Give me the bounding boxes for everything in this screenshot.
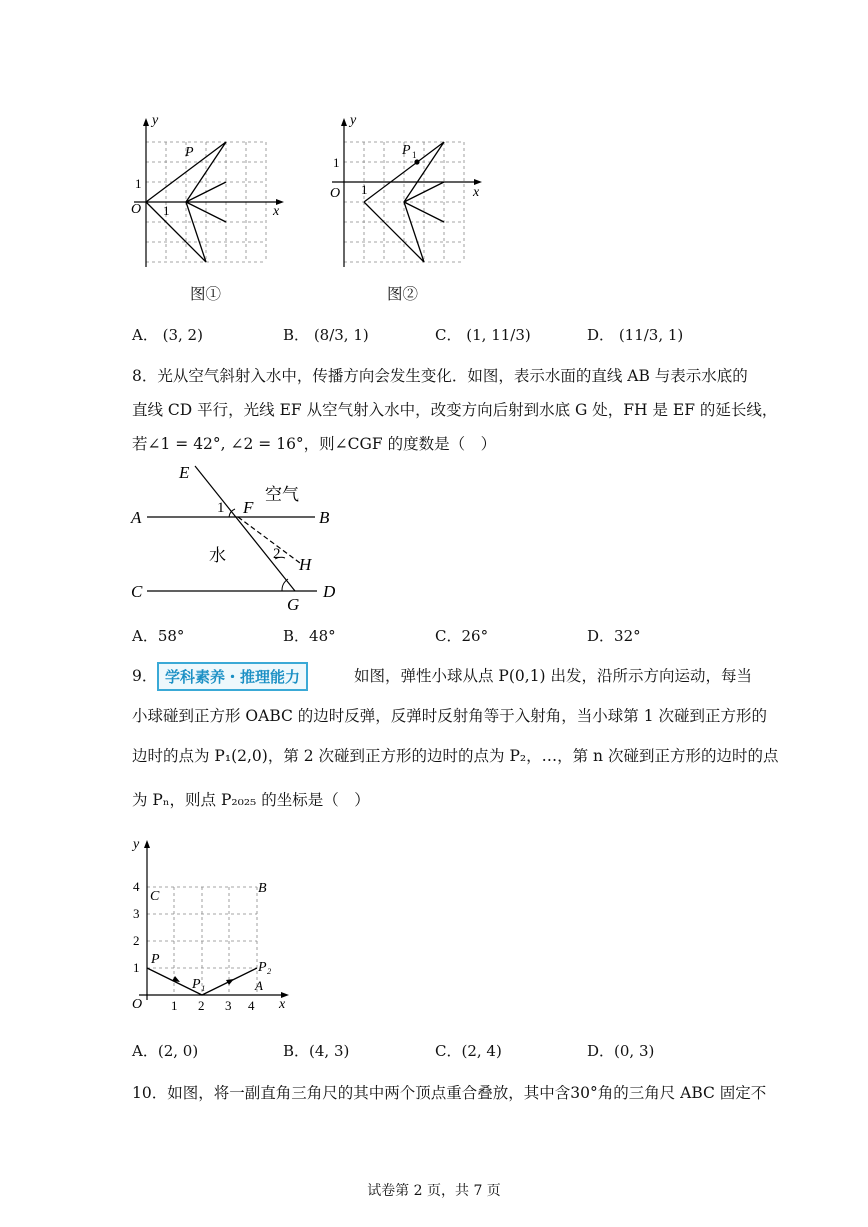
fig2-tick-x: 1 [361,182,368,197]
figure-1 [130,112,290,272]
q9-point-a: A [255,978,263,993]
q9-xtick-4: 4 [248,998,255,1013]
q9-xtick-1: 1 [171,998,178,1013]
q9-option-a-text: (2, 0) [157,1042,199,1060]
q9-option-a[interactable]: A．(2, 0) [132,1042,199,1060]
q9-xtick-2: 2 [198,998,205,1013]
q9-ytick-1: 1 [133,960,140,975]
q9-line-3: 边时的点为 P₁(2,0)，第 2 次碰到正方形的边时的点为 P₂，…，第 n 次碰到正方形的边时的点 [132,747,779,765]
fig1-tick-x: 1 [163,203,170,218]
q9-axis-x: x [279,997,286,1012]
q8-option-c-text: 26° [461,627,489,645]
fig1-axis-x: x [273,204,280,219]
q8-line-1: 8．光从空气斜射入水中，传播方向会发生变化．如图，表示水面的直线 AB 与表示水底的 [132,367,748,385]
q9-number: 9． [132,667,158,685]
q7-option-c[interactable]: C． (1, 11/3) [435,326,531,344]
q9-axis-y: y [133,837,140,852]
q8-label-f: F [243,498,254,517]
q8-option-c[interactable]: C．26° [435,627,489,645]
q8-line-3: 若∠1 = 42°, ∠2 = 16°，则∠CGF 的度数是（ ） [132,435,497,453]
q9-line-1: 如图，弹性小球从点 P(0,1) 出发，沿所示方向运动，每当 [354,667,753,685]
q10-line-1: 10．如图，将一副直角三角尺的其中两个顶点重合叠放，其中含30°角的三角尺 ABC 固定不 [132,1084,767,1102]
figure-2 [328,112,488,272]
q8-angle-1: 1 [217,500,225,516]
q8-label-air: 空气 [265,485,299,504]
fig1-axis-y: y [152,113,159,128]
q8-label-a: A [131,508,142,527]
fig2-axis-x: x [473,185,480,200]
fig2-point-p1: P [402,143,411,158]
q7-option-d[interactable]: D． (11/3, 1) [587,326,684,344]
q9-option-b[interactable]: B．(4, 3) [283,1042,350,1060]
page-footer: 试卷第 2 页，共 7 页 [367,1183,501,1199]
fig2-point-p1-sub: 1 [412,150,417,160]
q9-point-c: C [150,889,160,904]
q7-option-b-text: (8/3, 1) [313,326,369,344]
fig2-origin: O [330,186,341,201]
q9-origin: O [132,997,143,1012]
q9-option-d[interactable]: D．(0, 3) [587,1042,655,1060]
q9-xtick-3: 3 [225,998,232,1013]
q8-figure [125,458,365,618]
q8-label-g: G [287,595,300,614]
q9-option-d-text: (0, 3) [614,1042,655,1060]
q9-figure [125,830,305,1015]
q7-option-a-text: (3, 2) [162,326,203,344]
fig1-origin: O [131,202,142,217]
fig1-point-p: P [185,145,194,160]
q9-badge: 学科素养・推理能力 [157,662,308,691]
q9-point-p1: P₁ [192,977,206,992]
q8-option-b[interactable]: B．48° [283,627,336,645]
q9-option-b-text: (4, 3) [309,1042,350,1060]
q8-option-b-text: 48° [309,627,336,645]
q8-label-d: D [323,582,336,601]
q8-option-d-text: 32° [614,627,641,645]
q8-label-c: C [131,582,143,601]
q9-ytick-3: 3 [133,906,140,921]
fig2-caption: 图② [387,285,419,303]
fig1-caption: 图① [190,285,222,303]
q9-line-4: 为 Pₙ，则点 P₂₀₂₅ 的坐标是（ ） [132,791,370,809]
q7-option-d-text: (11/3, 1) [618,326,684,344]
q8-angle-2: 2 [273,546,281,562]
q8-option-a[interactable]: A．58° [132,627,185,645]
q9-line-2: 小球碰到正方形 OABC 的边时反弹，反弹时反射角等于入射角，当小球第 1 次碰到正方形的 [132,707,768,725]
fig2-tick-y: 1 [333,155,340,170]
q8-label-h: H [299,555,312,574]
q9-option-c[interactable]: C．(2, 4) [435,1042,502,1060]
q9-ytick-4: 4 [133,879,140,894]
fig2-axis-y: y [350,113,357,128]
q9-point-b: B [258,881,267,896]
q7-option-c-text: (1, 11/3) [466,326,531,344]
fig1-tick-y: 1 [135,176,142,191]
q8-option-a-text: 58° [157,627,185,645]
q8-option-d[interactable]: D．32° [587,627,641,645]
q8-line-2: 直线 CD 平行，光线 EF 从空气射入水中，改变方向后射到水底 G 处，FH 是 EF 的延长线， [132,401,778,419]
q9-ytick-2: 2 [133,933,140,948]
q8-label-water: 水 [209,546,226,565]
q9-point-p2: P₂ [258,960,272,975]
q7-option-b[interactable]: B． (8/3, 1) [283,326,369,344]
q8-label-b: B [319,508,330,527]
q8-label-e: E [179,463,190,482]
q7-option-a[interactable]: A． (3, 2) [132,326,203,344]
q9-option-c-text: (2, 4) [461,1042,502,1060]
q9-point-p: P [151,952,160,967]
